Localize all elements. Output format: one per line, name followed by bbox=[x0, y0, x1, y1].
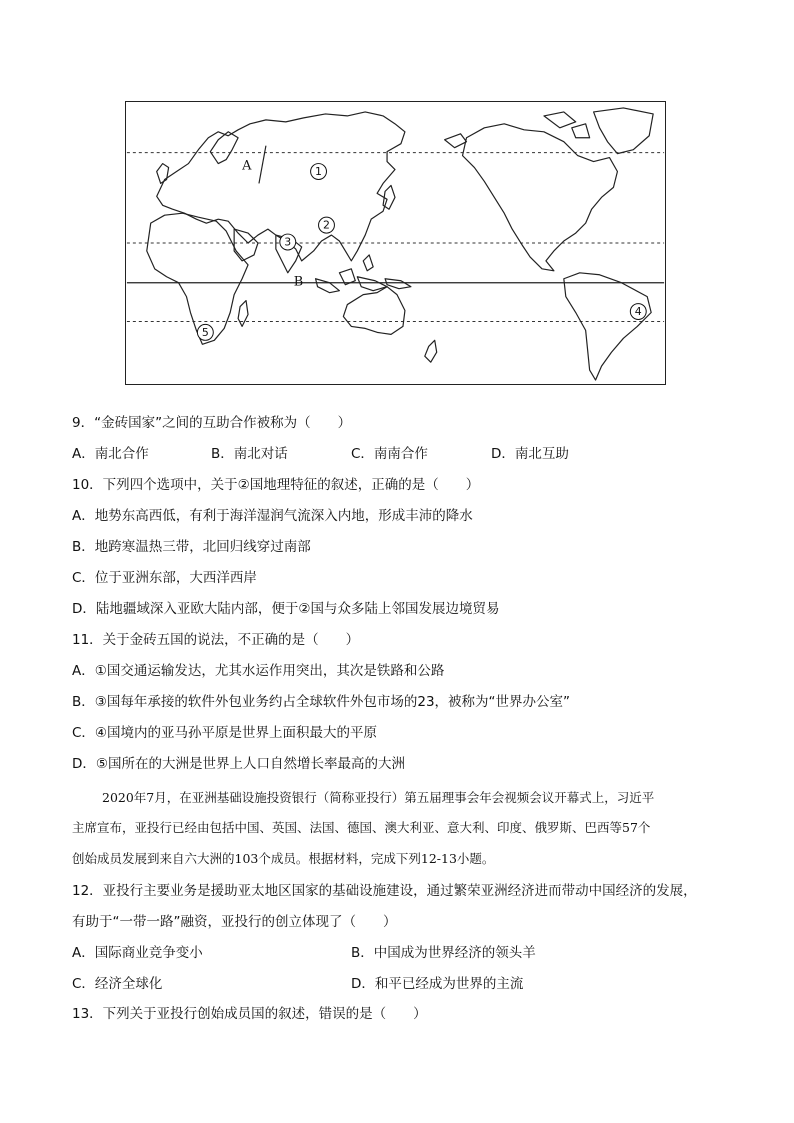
greenland-outline bbox=[594, 108, 654, 154]
q10-option-b: B．地跨寒温热三带，北回归线穿过南部 bbox=[72, 539, 311, 555]
map-marker-5 bbox=[197, 324, 213, 340]
q9-option-a: A．南北合作 bbox=[72, 446, 149, 462]
svg-text:1: 1 bbox=[315, 165, 323, 179]
svg-text:3: 3 bbox=[284, 235, 292, 249]
q12-option-d: D．和平已经成为世界的主流 bbox=[351, 976, 524, 992]
q9-option-b: B．南北对话 bbox=[211, 446, 288, 462]
q11-option-b: B．③国每年承接的软件外包业务约占全球软件外包市场的23，被称为“世界办公室” bbox=[72, 694, 571, 710]
south-america-outline bbox=[564, 273, 651, 380]
svg-text:2: 2 bbox=[323, 218, 330, 232]
map-label-b: B bbox=[293, 274, 304, 290]
svg-text:4: 4 bbox=[634, 305, 642, 319]
q9-stem: 9．“金砖国家”之间的互助合作被称为（ ） bbox=[72, 415, 352, 431]
q10-option-a: A．地势东高西低，有利于海洋湿润气流深入内地，形成丰沛的降水 bbox=[72, 508, 473, 524]
alaska-outline bbox=[445, 134, 467, 148]
q10-option-c: C．位于亚洲东部，大西洋西岸 bbox=[72, 570, 257, 586]
madagascar-outline bbox=[238, 301, 248, 327]
map-marker-2 bbox=[319, 217, 335, 233]
map-marker-3 bbox=[280, 234, 296, 250]
q10-option-d: D．陆地疆域深入亚欧大陆内部，便于②国与众多陆上邻国发展边境贸易 bbox=[72, 601, 500, 617]
world-map-figure bbox=[125, 101, 666, 385]
q11-option-a: A．①国交通运输发达，尤其水运作用突出，其次是铁路和公路 bbox=[72, 663, 445, 679]
map-marker-1 bbox=[311, 164, 327, 180]
svg-text:5: 5 bbox=[201, 325, 209, 339]
q12-stem-line-2: 有助于“一带一路”融资，亚投行的创立体现了（ ） bbox=[72, 914, 397, 930]
q13-stem: 13．下列关于亚投行创始成员国的叙述，错误的是（ ） bbox=[72, 1006, 427, 1022]
q12-option-b: B．中国成为世界经济的领头羊 bbox=[351, 945, 536, 961]
world-map-svg bbox=[126, 102, 665, 384]
q12-option-c: C．经济全球化 bbox=[72, 976, 163, 992]
arctic-islands-outline bbox=[544, 112, 590, 138]
q11-option-d: D．⑤国所在的大洲是世界上人口自然增长率最高的大洲 bbox=[72, 756, 405, 772]
new-zealand-outline bbox=[425, 340, 437, 362]
map-label-a: A bbox=[242, 158, 252, 174]
map-marker-4 bbox=[630, 304, 646, 320]
britain-outline bbox=[157, 164, 169, 184]
q11-option-c: C．④国境内的亚马孙平原是世界上面积最大的平原 bbox=[72, 725, 378, 741]
australia-outline bbox=[343, 287, 405, 335]
q9-option-d: D．南北互助 bbox=[491, 446, 569, 462]
passage-line-1: 2020年7月，在亚洲基础设施投资银行（简称亚投行）第五届理事会年会视频会议开幕式上，习近平 bbox=[102, 790, 655, 805]
scandinavia-outline bbox=[210, 132, 238, 164]
map-label-a-boundary-line bbox=[259, 146, 266, 184]
arabia-outline bbox=[234, 229, 258, 261]
q12-stem-line-1: 12．亚投行主要业务是援助亚太地区国家的基础设施建设，通过繁荣亚洲经济进而带动中国经济的发展， bbox=[72, 883, 697, 899]
q12-option-a: A．国际商业竞争变小 bbox=[72, 945, 203, 961]
north-america-outline bbox=[463, 124, 618, 271]
passage-line-3: 创始成员发展到来自六大洲的103个成员。根据材料，完成下列12-13小题。 bbox=[72, 851, 495, 866]
q10-stem: 10．下列四个选项中，关于②国地理特征的叙述，正确的是（ ） bbox=[72, 477, 480, 493]
africa-outline bbox=[147, 213, 248, 344]
passage-line-2: 主席宣布，亚投行已经由包括中国、英国、法国、德国、澳大利亚、意大利、印度、俄罗斯、巴西等57个 bbox=[72, 820, 651, 835]
new-guinea-outline bbox=[385, 279, 411, 289]
q9-option-c: C．南南合作 bbox=[351, 446, 428, 462]
q11-stem: 11．关于金砖五国的说法，不正确的是（ ） bbox=[72, 632, 360, 648]
